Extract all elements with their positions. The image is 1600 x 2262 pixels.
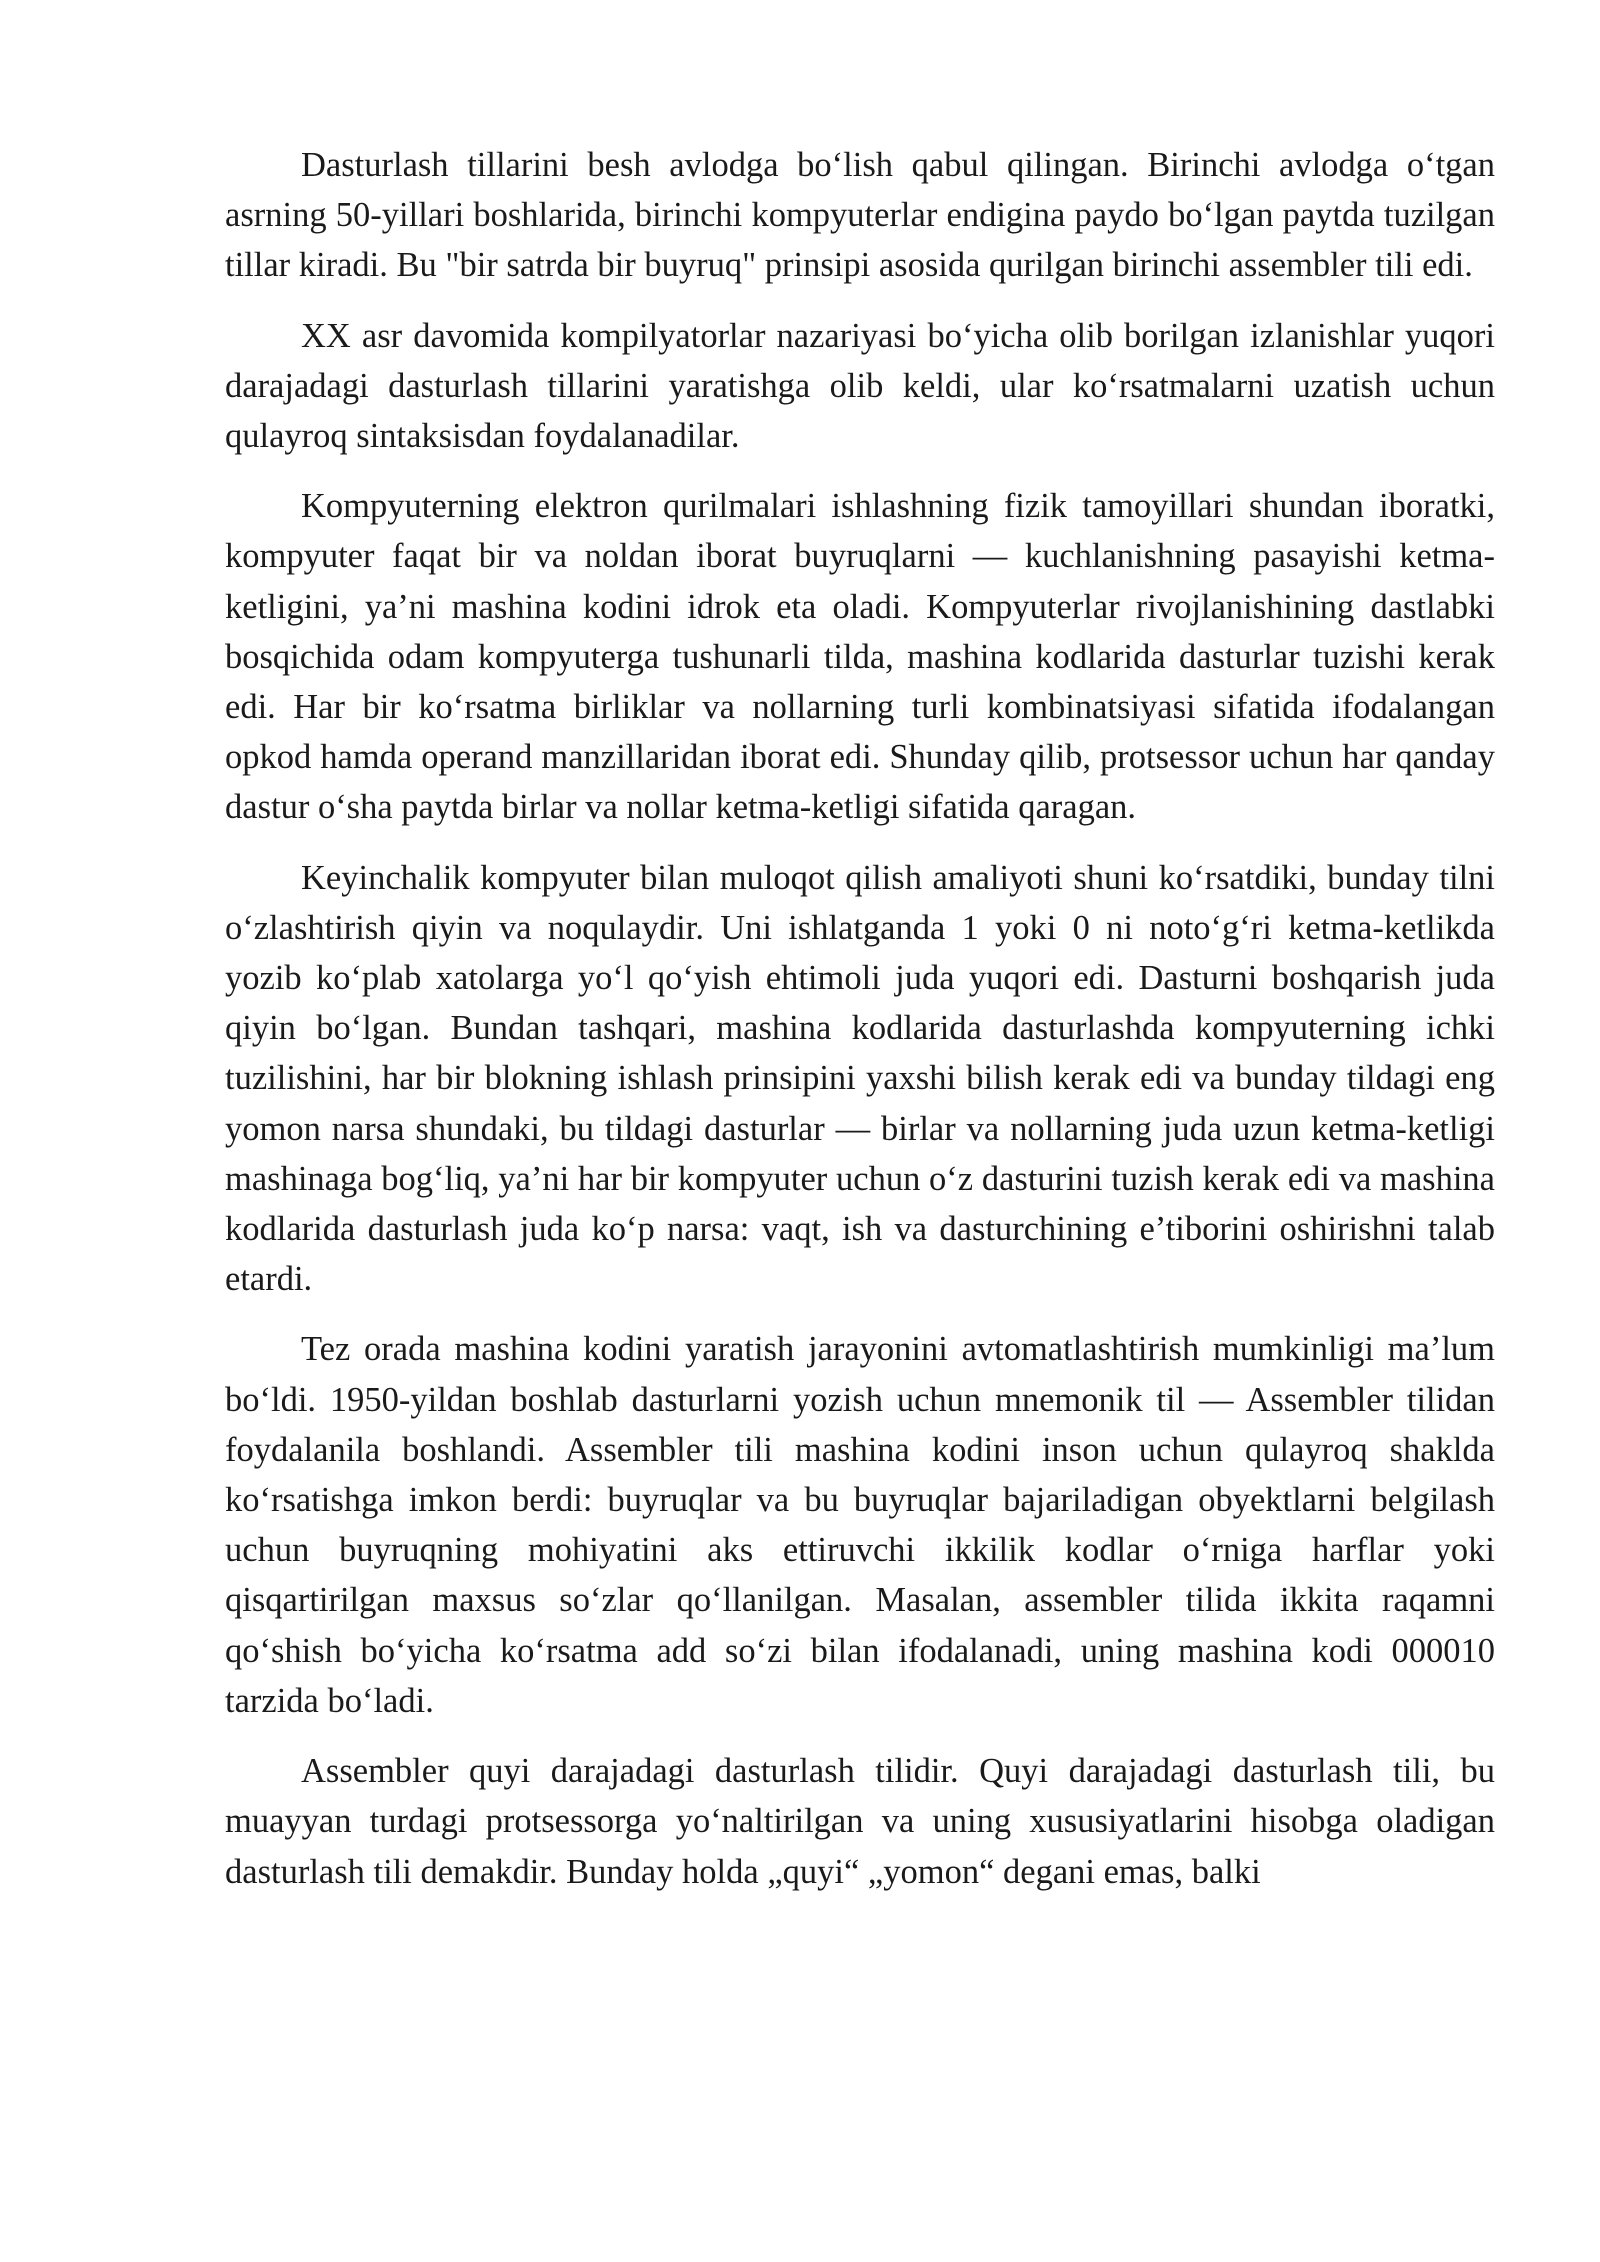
paragraph-3: Kompyuterning elektron qurilmalari ishlashning fizik tamoyillari shundan iboratki, kompyuter faqat bir va noldan iborat buyruqlarni — kuchlanishning pasayishi ketma-ketligini, ya’ni mashina kodini idrok eta oladi. Kompyuterlar rivojlanishining dastlabki bosqichida odam kompyuterga tushunarli tilda, mashina kodlarida dasturlar tuzishi kerak edi. Har bir ko‘rsatma birliklar va nollarning turli kombinatsiyasi sifatida ifodalangan opkod hamda operand manzillaridan iborat edi. Shunday qilib, protsessor uchun har qanday dastur o‘sha paytda birlar va nollar ketma-ketligi sifatida qaragan. xyxy=(225,487,1495,827)
paragraph-2: XX asr davomida kompilyatorlar nazariyasi bo‘yicha olib borilgan izlanishlar yuqori darajadagi dasturlash tillarini yaratishga olib keldi, ular ko‘rsatmalarni uzatish uchun qulayroq sintaksisdan foydalanadilar. xyxy=(225,316,1495,456)
paragraph-6: Assembler quyi darajadagi dasturlash tilidir. Quyi darajadagi dasturlash tili, bu muayyan turdagi protsessorga yo‘naltirilgan va uning xususiyatlarini hisobga oladigan dasturlash tili demakdir. Bunday holda „quyi“ „yomon“ degani emas, balki xyxy=(225,1752,1495,1891)
paragraph-1: Dasturlash tillarini besh avlodga bo‘lish qabul qilingan. Birinchi avlodga o‘tgan asrning 50-yillari boshlarida, birinchi kompyuterlar endigina paydo bo‘lgan paytda tuzilgan tillar kiradi. Bu "bir satrda bir buyruq" prinsipi asosida qurilgan birinchi assembler tili edi. xyxy=(225,146,1495,285)
paragraph-4: Keyinchalik kompyuter bilan muloqot qilish amaliyoti shuni ko‘rsatdiki, bunday tilni o‘zlashtirish qiyin va noqulaydir. Uni ishlatganda 1 yoki 0 ni noto‘g‘ri ketma-ketlikda yozib ko‘plab xatolarga yo‘l qo‘yish ehtimoli juda yuqori edi. Dasturni boshqarish juda qiyin bo‘lgan. Bundan tashqari, mashina kodlarida dasturlashda kompyuterning ichki tuzilishini, har bir blokning ishlash prinsipini yaxshi bilish kerak edi va bunday tildagi eng yomon narsa shundaki, bu tildagi dasturlar — birlar va nollarning juda uzun ketma-ketligi mashinaga bog‘liq, ya’ni har bir kompyuter uchun o‘z dasturini tuzish kerak edi va mashina kodlarida dasturlash juda ko‘p narsa: vaqt, ish va dasturchining e’tiborini oshirishni talab etardi. xyxy=(225,858,1495,1299)
document-page xyxy=(225,140,1495,1917)
paragraph-5: Tez orada mashina kodini yaratish jarayonini avtomatlashtirish mumkinligi ma’lum bo‘ldi. 1950-yildan boshlab dasturlarni yozish uchun mnemonik til — Assembler tilidan foydalanila boshlandi. Assembler tili mashina kodini inson uchun qulayroq shaklda ko‘rsatishga imkon berdi: buyruqlar va bu buyruqlar bajariladigan obyektlarni belgilash uchun buyruqning mohiyatini aks ettiruvchi ikkilik kodlar o‘rniga harflar yoki qisqartirilgan maxsus so‘zlar qo‘llanilgan. Masalan, assembler tilida ikkita raqamni qo‘shish bo‘yicha ko‘rsatma add so‘zi bilan ifodalanadi, uning mashina kodi 000010 tarzida bo‘ladi. xyxy=(225,1330,1495,1720)
